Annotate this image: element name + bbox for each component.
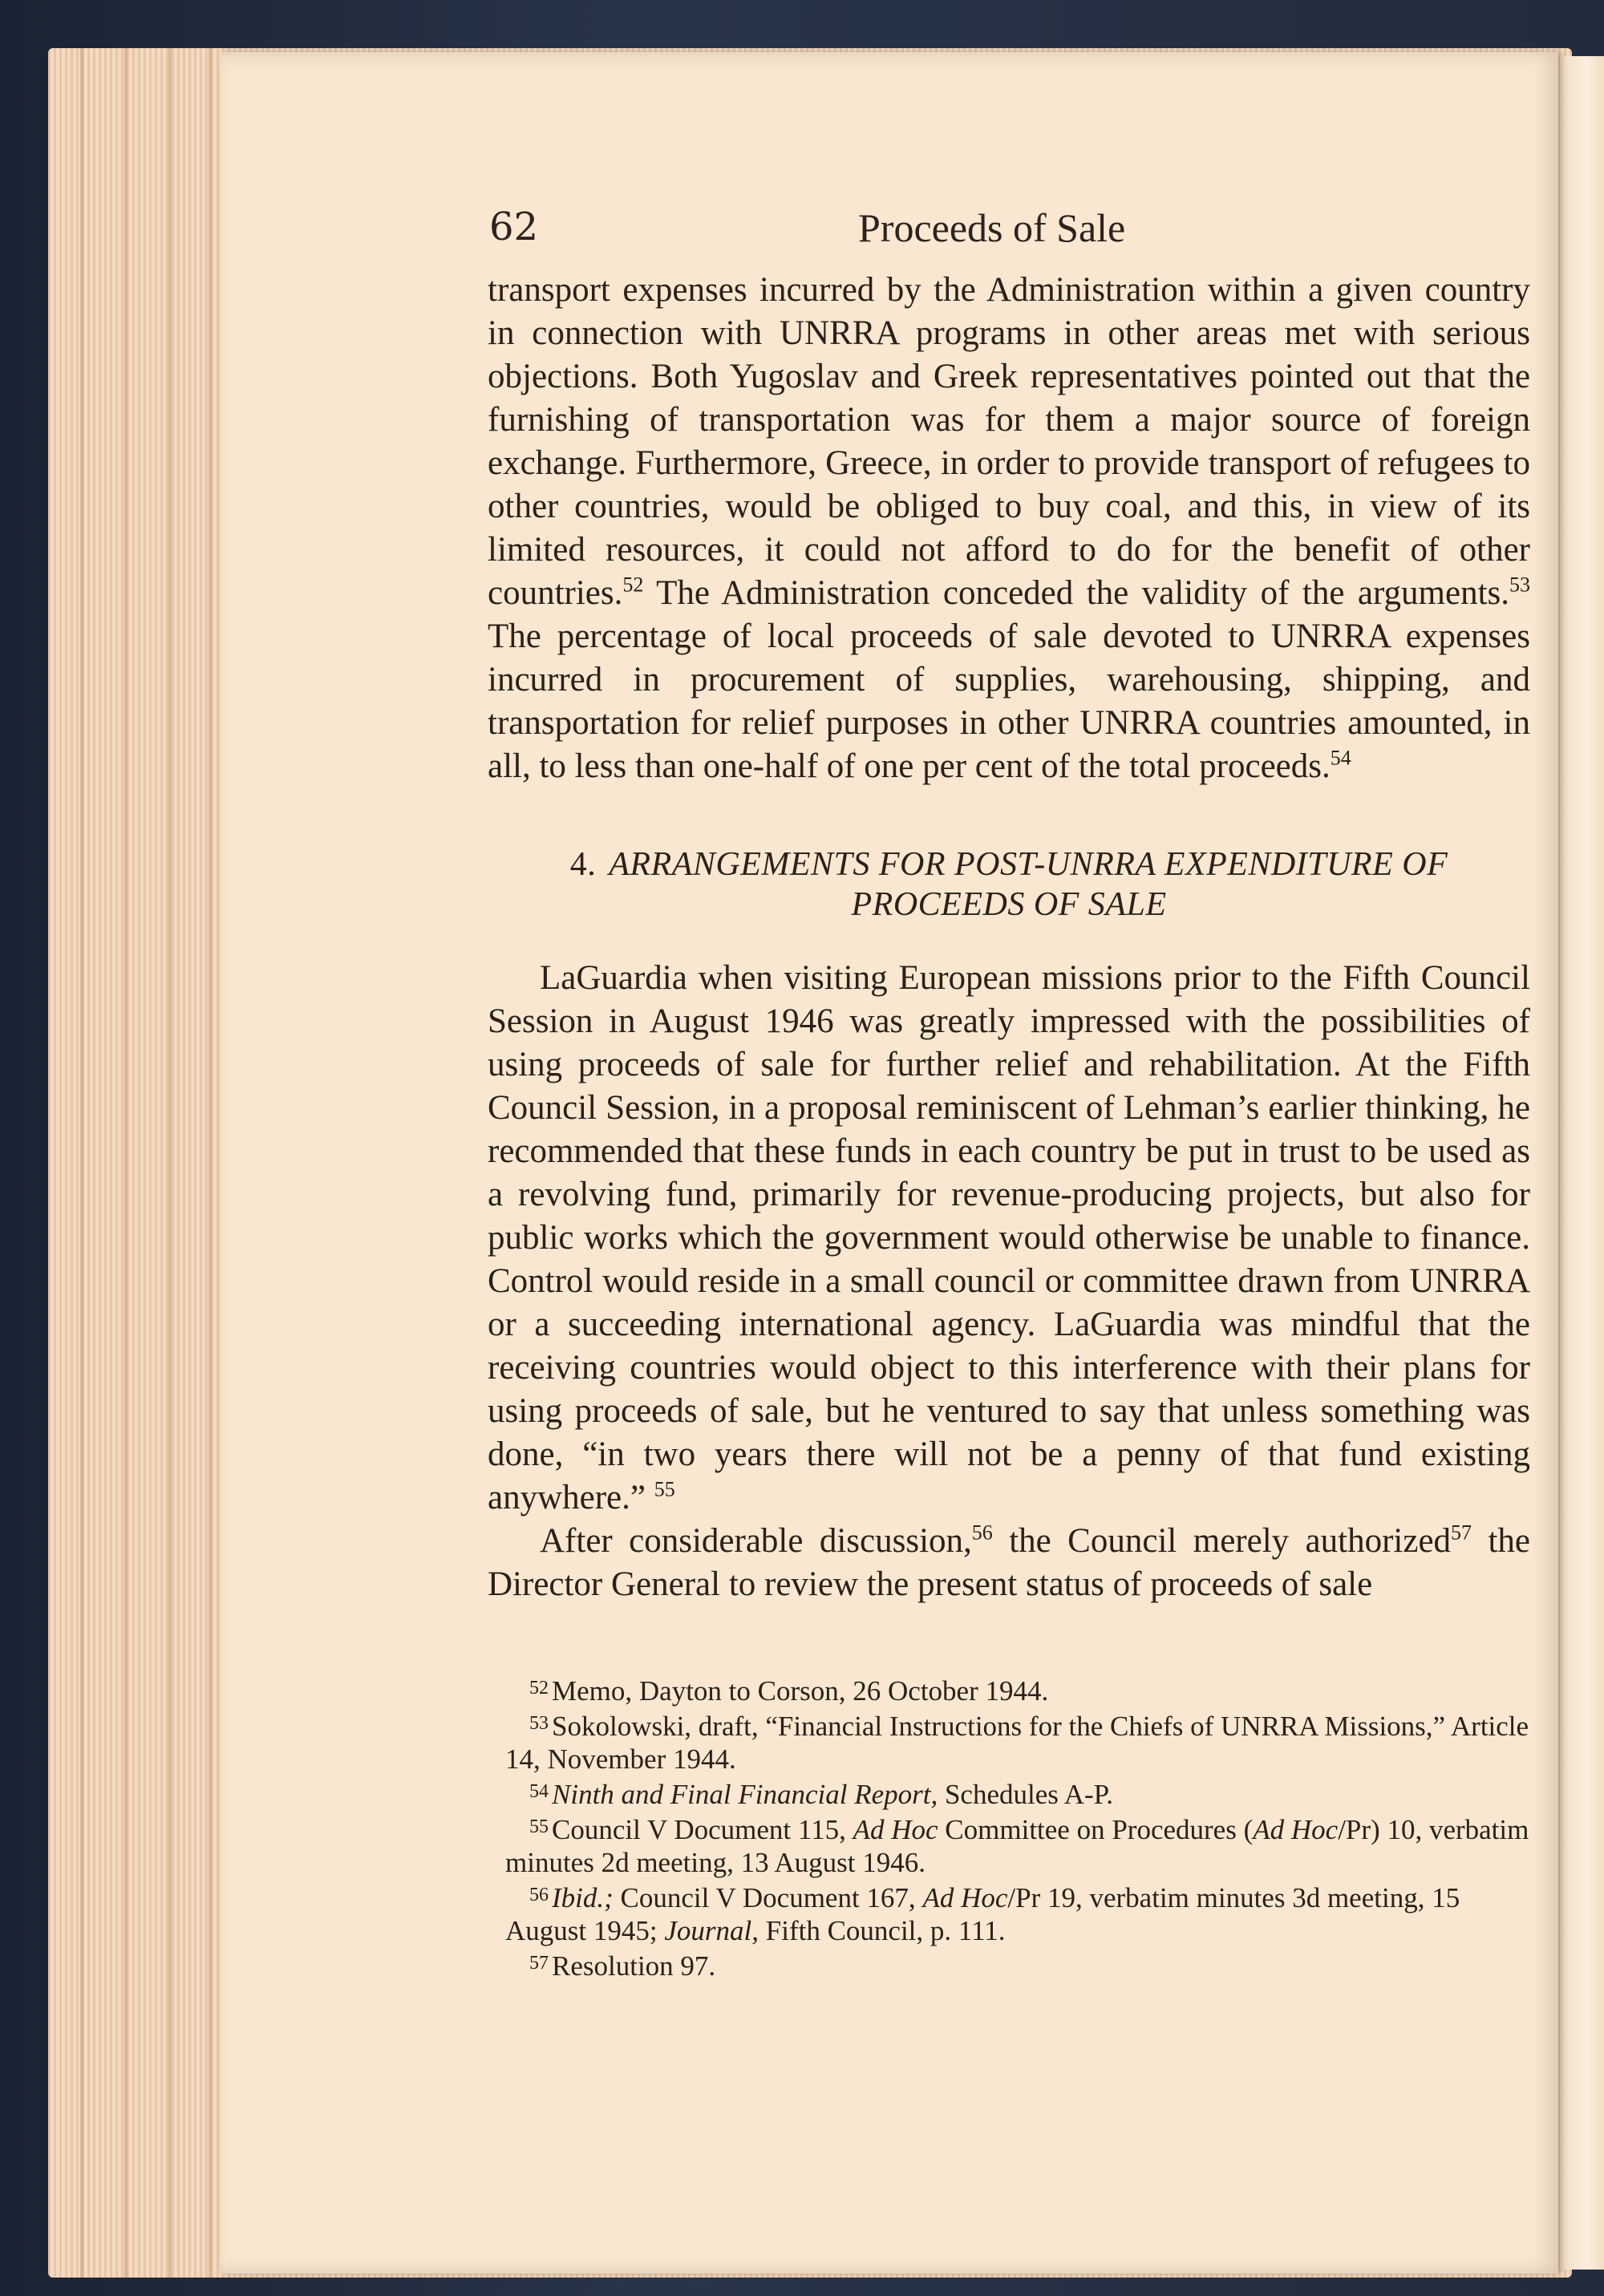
page-number: 62 <box>489 204 539 249</box>
footnote-ref: 52 <box>622 573 644 597</box>
paragraph: LaGuardia when visiting European missions prior to the Fifth Council Session in August 1946 was greatly impressed with the possibilities of using proceeds of sale for further relief and rehabilitation. At the Fifth Council Session, in a proposal reminiscent of Lehman’s earlier thinking, he recommended that these funds in each country be put in trust to be used as a revolving fund, primarily for revenue-producing projects, but also for public works which the government would otherwise be unable to finance. Control would reside in a small council or committee drawn from UNRRA or a succeeding international agency. LaGuardia was mindful that the receiving countries would object to this interference with their plans for using proceeds of sale, but he ventured to say that unless something was done, “in two years there will not be a penny of that fund existing anywhere.” $^{55}$ <box>488 959 1530 1516</box>
running-head: Proceeds of Sale <box>858 205 1126 250</box>
footnote: $^{55}$ Council V Document 115, Ad Hoc Committee on Procedures (Ad Hoc/Pr) 10, verbatim minutes 2d meeting, 13 August 1946. <box>505 1814 1529 1878</box>
page-edge <box>80 48 83 2278</box>
page-edge <box>209 48 212 2278</box>
paragraph: After considerable discussion,$^{56}$ the Council merely authorized$^{57}$ the Director General to review the present status of proceeds of sale <box>488 1521 1530 1603</box>
section-title: ARRANGEMENTS FOR POST-UNRRA EXPENDITURE OF PROCEEDS OF SALE <box>609 846 1448 923</box>
footnote: $^{53}$ Sokolowski, draft, “Financial Instructions for the Chiefs of UNRRA Missions,” Article 14, November 1944. <box>505 1711 1529 1775</box>
facing-page-edge <box>1560 56 1604 2270</box>
footnote-ref: 55 <box>654 1477 675 1501</box>
footnote-ref: 54 <box>1330 746 1351 770</box>
paragraph: transport expenses incurred by the Administration within a given country in connection with UNRRA programs in other areas met with serious objections. Both Yugoslav and Greek representatives pointed out that the furnishing of transportation was for them a major source of foreign exchange. Furthermore, Greece, in order to provide transport of refugees to other countries, would be obliged to buy coal, and this, in view of its limited resources, it could not afford to do for the benefit of other countries.$^{52}$ The Administration conceded the validity of the arguments.$^{53}$ The percentage of local proceeds of sale devoted to UNRRA expenses incurred in procurement of supplies, warehousing, shipping, and transportation for relief purposes in other UNRRA countries amounted, in all, to less than one-half of one per cent of the total proceeds.$^{54}$ <box>488 271 1530 785</box>
page-edge <box>124 48 128 2278</box>
footnote-ref: 57 <box>1451 1521 1472 1545</box>
section-number: 4. <box>569 846 597 883</box>
page-edge <box>168 48 172 2278</box>
footnote: $^{54}$ Ninth and Final Financial Report, Schedules A-P. <box>529 1779 1113 1810</box>
footnote-ref: 56 <box>971 1521 993 1545</box>
page-header <box>489 204 1524 261</box>
footnote-ref: 53 <box>1509 573 1530 597</box>
section-heading <box>488 844 1530 925</box>
body-text <box>488 269 1530 1606</box>
footnote: $^{57}$ Resolution 97. <box>529 1950 716 1982</box>
footnote: $^{52}$ Memo, Dayton to Corson, 26 October 1944. <box>529 1675 1049 1707</box>
footnote: $^{56}$ Ibid.; Council V Document 167, Ad Hoc/Pr 19, verbatim minutes 3d meeting, 15 August 1945; Journal, Fifth Council, p. 111. <box>505 1882 1460 1946</box>
footnotes <box>505 1672 1540 1982</box>
